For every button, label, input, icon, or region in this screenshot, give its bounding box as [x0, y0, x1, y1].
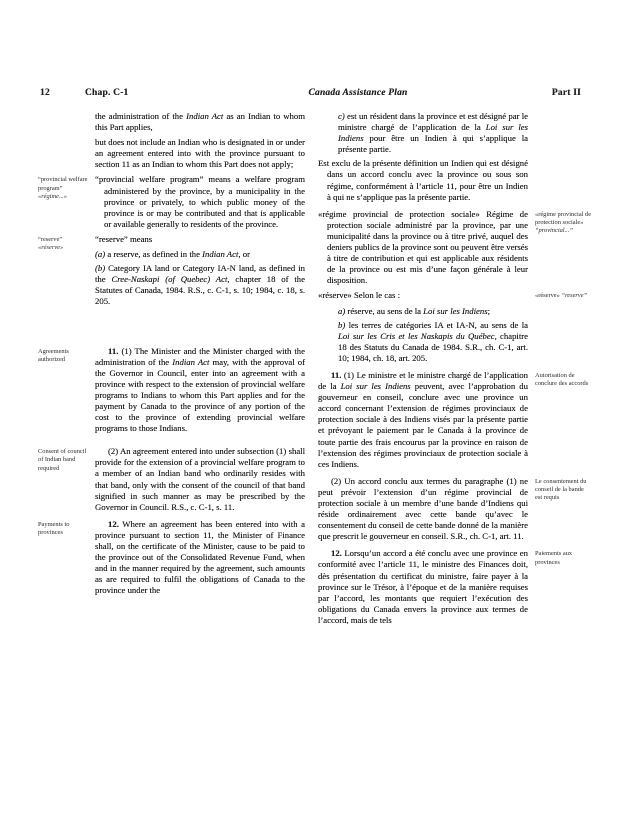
margin-note-provincial-welfare-program: “provincial welfare program” «régime...» [38, 176, 88, 200]
page-number: 12 [40, 88, 50, 98]
definition-reserve-fr [318, 290, 588, 301]
paragraph-item-a: (a) a reserve, as defined in the Indian Act, or [95, 249, 250, 260]
part-label: Part II [551, 88, 581, 98]
french-column [318, 111, 592, 630]
paragraph-item-c: c) est un résident dans la province et est désigné par le ministre chargé de l’application de la Loi sur les Indiens pour être un Indien à qui s’applique la présente partie. [338, 111, 528, 155]
section-12 [38, 518, 305, 597]
margin-note-regime-provincial: «régime provincial de protection sociale» “provincial...” [535, 210, 592, 235]
margin-note-consent-of-council: Consent of council of Indian band required [38, 448, 87, 472]
margin-note-reserve: “reserve” «réserve» [38, 235, 64, 252]
paragraph-section: 11. (1) Le ministre et le ministre chargé de l’application de la Loi sur les Indiens peuvent, avec l’approbation du gouverneur en conseil, conclure avec une province un accord concernant l’extension de régimes provinciaux de protection sociale à des Indiens visés par la présente partie et prévoyant le paiement par le Canada à la province de toute partie des frais encourus par la province en raison de l’extension des régimes provinciaux de protection sociale à ces Indiens. [318, 369, 528, 469]
page-body [38, 111, 592, 630]
margin-note-agreements-authorized: Agreements authorized [38, 347, 69, 363]
paragraph-exclusion: but does not include an Indian who is designated in or under an agreement entered into with the province pursuant to section 11 as an Indian to whom this Part does not apply; [95, 137, 305, 170]
margin-note-payments-to-provinces: Payments to provinces [38, 520, 70, 537]
margin-note-reserve-fr: «réserve» “reserve” [535, 292, 588, 300]
paragraph-definition-lead: «réserve» Selon le cas : [318, 290, 401, 301]
paragraph-definition: “provincial welfare program” means a welfare program administered by the province, by a municipality in the province or privately, to which public money of the province is or may be contributed and that is applicable or available generally to residents of the province. [95, 174, 305, 229]
section-11-1 [38, 345, 305, 435]
running-title: Canada Assistance Plan [308, 88, 408, 98]
margin-note-paiements: Paiements aux provinces [535, 550, 573, 566]
article-11-1 [318, 369, 589, 470]
page-header [40, 88, 581, 98]
article-12 [318, 548, 573, 626]
margin-note-autorisation: Autorisation de conclure des accords [535, 371, 589, 388]
paragraph-section: 11. (1) The Minister and the Minister charged with the administration of the Indian Act may, with the approval of the Governor in Council, enter into an agreement with a province with respect to the extension of provincial welfare programs to Indians to whom this Part applies and for the payment by Canada to the province of any portion of the cost to the province of extending provincial welfare programs to those Indians. [95, 345, 305, 434]
paragraph-item-b: b) les terres de catégories IA et IA-N, au sens de la Loi sur les Cris et les Naskapis du Québec, chapitre 18 des Statuts du Canada de 1984. S.R., ch. C-1, art. 10; 1984, ch. 18, art. 205. [338, 319, 528, 363]
english-column [38, 111, 305, 630]
paragraph-definition-lead: “reserve” means [95, 233, 153, 244]
paragraph-section: (2) An agreement entered into under subsection (1) shall provide for the extension of a provincial welfare program to a member of an Indian band who ordinarily resides with that band, only with the consent of the council of that band signified in such manner as may be prescribed by the Governor in Council. R.S., c. C-1, s. 11. [95, 446, 305, 512]
chapter-label: Chap. C-1 [85, 88, 129, 98]
paragraph-section: 12. Where an agreement has been entered into with a province pursuant to section 11, the Minister of Finance shall, on the certificate of the Minister, cause to be paid to the province out of the Consolidated Revenue Fund, when and in the manner required by the agreement, such amounts as are required to fulfil the obligations of Canada to the province under the [95, 518, 305, 596]
paragraph-item-a: a) réserve, au sens de la Loi sur les Indiens; [338, 305, 491, 316]
paragraph-definition-continuation: the administration of the Indian Act as an Indian to whom this Part applies, [95, 111, 305, 133]
paragraph-definition: «régime provincial de protection sociale» Régime de protection sociale administré par la province, par une municipalité dans la province ou à titre privé, auquel des deniers publics de la province sont ou peuvent être versés à titre de contribution et qui est applicable aux résidents de la province ou est mis d’une façon générale à leur disposition. [318, 208, 528, 286]
article-11-2 [318, 475, 587, 543]
paragraph-exclusion: Est exclu de la présente définition un Indien qui est désigné dans un accord conclu avec la province ou sous son régime, conformément à l’article 11, pour être un Indien à qui ne s’applique pas la présente partie. [318, 158, 528, 202]
margin-note-consentement: Le consentement du conseil de la bande est requis [535, 477, 587, 502]
definition-reserve [38, 233, 305, 252]
paragraph-item-b: (b) Category IA land or Category IA-N land, as defined in the Cree-Naskapi (of Quebec) Act, chapter 18 of the Statutes of Canada, 1984. R.S., c. C-1, s. 10; 1984, c. 18, s. 205. [95, 263, 305, 307]
definition-provincial-welfare-program [38, 174, 305, 229]
paragraph-section: (2) Un accord conclu aux termes du paragraphe (1) ne peut prévoir l’extension d’un régime provincial de protection sociale à un membre d’une bande d’Indiens qui réside ordinairement avec cette bande qu’avec le consentement du conseil de cette bande donné de la manière que prescrit le gouverneur en conseil. S.R., ch. C-1, art. 11. [318, 475, 528, 542]
section-11-2 [38, 446, 305, 513]
definition-regime-provincial [318, 208, 592, 287]
paragraph-section: 12. Lorsqu’un accord a été conclu avec une province en conformité avec l’article 11, le ministre des Finances doit, dès présentation du certificat du ministre, faire payer à la province sur le Trésor, à l’époque et de la manière requises par l’accord, les montants que requiert l’exécution des obligations du Canada envers la province aux termes de l’accord, mais de tels [318, 548, 528, 625]
